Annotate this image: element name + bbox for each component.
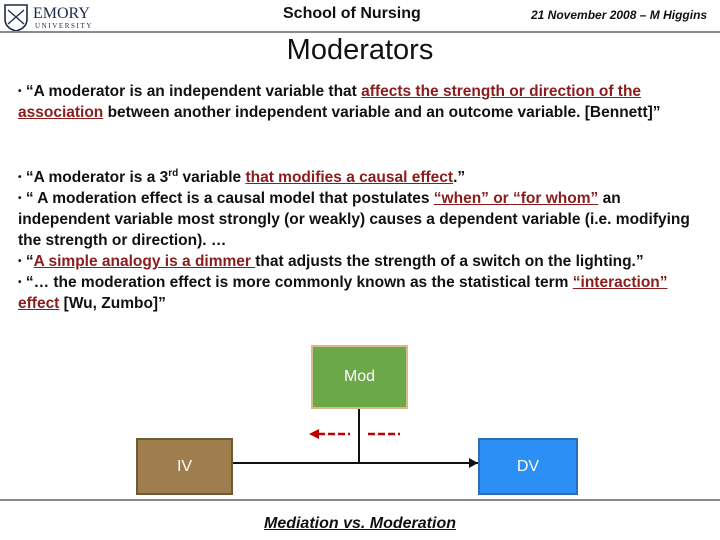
moderator-label: Mod [343, 368, 376, 385]
p3-highlight: “when” or “for whom” [433, 190, 599, 207]
dashed-left-arrow-icon [309, 429, 319, 439]
p2-text-b: variable [178, 169, 246, 186]
bullet-icon: • [18, 86, 22, 97]
iv-label: IV [176, 457, 193, 475]
p3-text-a: “ A moderation effect is a causal model that postulates [21, 190, 434, 207]
dependent-variable-box [478, 438, 578, 495]
school-name: School of Nursing [283, 5, 421, 22]
footer-link[interactable]: Mediation vs. Moderation [263, 515, 456, 532]
dv-label: DV [516, 457, 540, 475]
footer-divider [0, 499, 720, 501]
bullet-icon: • [18, 256, 22, 267]
moderator-box [311, 345, 408, 409]
p2-text-a: “A moderator is a 3 [21, 169, 169, 186]
logo-subtitle: UNIVERSITY [35, 22, 93, 30]
p4-highlight: A simple analogy is a dimmer [33, 253, 256, 270]
p4-text-a: “ [21, 253, 34, 270]
logo-wordmark: EMORY [33, 5, 90, 22]
p1-highlight: affects the strength or direction of the association [18, 83, 642, 121]
slide-title: Moderators [286, 34, 434, 66]
p5-text-b: [Wu, Zumbo]” [59, 295, 166, 312]
p4-text-b: that adjusts the strength of a switch on the lighting.” [255, 253, 644, 270]
arrowhead-icon [469, 458, 478, 468]
independent-variable-box [136, 438, 233, 495]
bullet-icon: • [18, 172, 22, 183]
p2-text-c: .” [453, 169, 466, 186]
p5-highlight: “interaction” effect [18, 274, 668, 312]
bullet-icon: • [18, 193, 22, 204]
date-author: 21 November 2008 – M Higgins [531, 8, 708, 22]
bullet-icon: • [18, 277, 22, 288]
p1-text-a: “A moderator is an independent variable that [21, 83, 362, 100]
p1-text-b: between another independent variable and an outcome variable. [Bennett]” [103, 104, 661, 121]
p5-text-a: “… the moderation effect is more commonly known as the statistical term [21, 274, 573, 291]
p2-superscript: rd [168, 168, 179, 179]
p3-text-b: an independent variable most strongly (or weakly) causes a dependent variable (i.e. modifying the strength or direction). … [18, 190, 690, 249]
p2-highlight: that modifies a causal effect [245, 169, 454, 186]
